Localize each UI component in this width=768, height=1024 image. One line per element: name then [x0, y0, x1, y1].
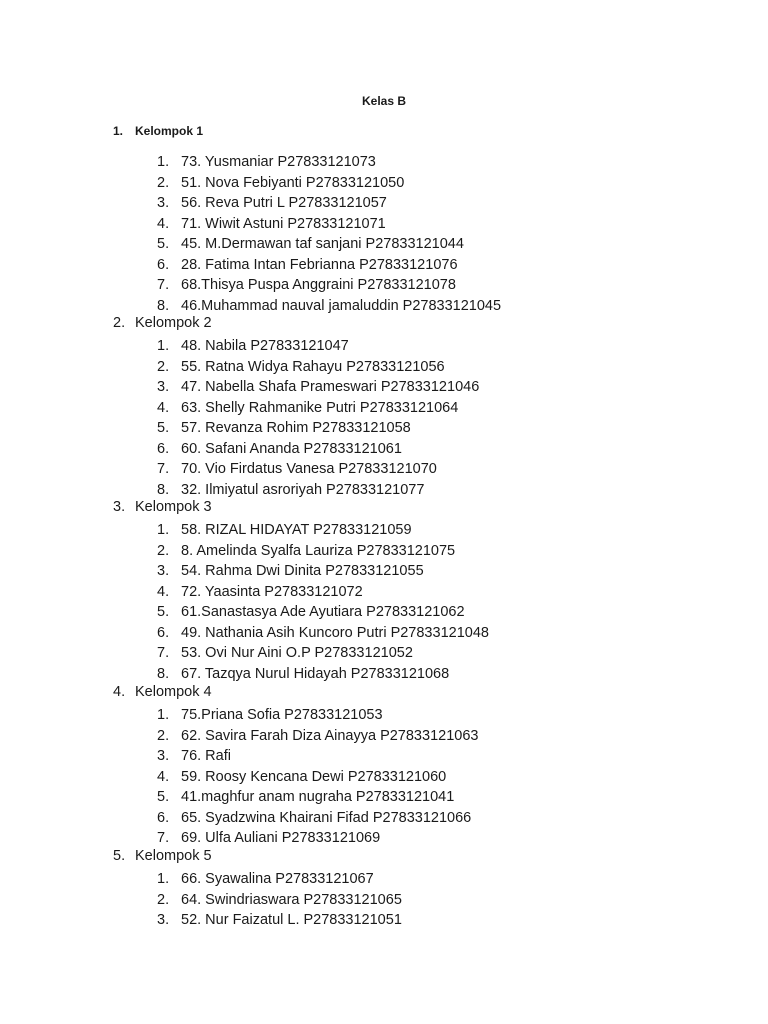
member-number: 1.	[157, 338, 170, 354]
list-item	[157, 357, 445, 378]
list-item	[157, 152, 376, 173]
member-number: 2.	[157, 542, 170, 559]
member-number: 5.	[157, 236, 170, 252]
member-text: 66. Syawalina P27833121067	[181, 871, 374, 887]
group-number: 5.	[113, 848, 126, 864]
member-number: 1.	[157, 871, 170, 887]
member-text: 51. Nova Febiyanti P27833121050	[181, 174, 405, 191]
member-text: 65. Syadzwina Khairani Fifad P27833121066	[181, 809, 472, 826]
member-text: 57. Revanza Rohim P27833121058	[181, 420, 411, 436]
group-number: 2.	[113, 315, 126, 331]
member-text: 60. Safani Ananda P27833121061	[181, 440, 402, 457]
list-item	[157, 582, 363, 603]
list-item	[157, 377, 479, 398]
list-item	[157, 808, 471, 829]
member-text: 68.Thisya Puspa Anggraini P27833121078	[181, 277, 456, 293]
member-number: 3.	[157, 912, 170, 928]
list-item	[157, 561, 424, 582]
member-number: 1.	[157, 707, 170, 723]
member-number: 5.	[157, 604, 170, 620]
member-text: 45. M.Dermawan taf sanjani P27833121044	[181, 236, 464, 252]
member-number: 6.	[157, 440, 170, 457]
member-text: 48. Nabila P27833121047	[181, 338, 349, 354]
member-text: 55. Ratna Widya Rahayu P27833121056	[181, 358, 445, 375]
list-item	[157, 296, 501, 317]
member-number: 3.	[157, 563, 170, 579]
member-number: 4.	[157, 583, 170, 600]
list-item	[157, 214, 386, 235]
member-number: 7.	[157, 830, 170, 846]
member-number: 5.	[157, 420, 170, 436]
member-number: 8.	[157, 481, 170, 498]
member-number: 7.	[157, 645, 170, 661]
member-text: 72. Yaasinta P27833121072	[181, 583, 363, 600]
list-item	[157, 275, 456, 296]
list-item	[157, 623, 489, 644]
member-number: 8.	[157, 665, 170, 682]
member-number: 1.	[157, 154, 170, 170]
member-number: 2.	[157, 891, 170, 908]
member-text: 67. Tazqya Nurul Hidayah P27833121068	[181, 665, 450, 682]
member-number: 6.	[157, 256, 170, 273]
list-item	[157, 418, 411, 439]
group-name: Kelompok 5	[135, 848, 212, 864]
list-item	[157, 787, 454, 808]
member-text: 56. Reva Putri L P27833121057	[181, 195, 387, 211]
group-name: Kelompok 2	[135, 315, 212, 331]
list-item	[157, 767, 446, 788]
member-number: 1.	[157, 522, 170, 538]
list-item	[157, 746, 231, 767]
group-name: Kelompok 1	[135, 124, 204, 138]
member-number: 6.	[157, 624, 170, 641]
list-item	[157, 890, 402, 911]
member-text: 61.Sanastasya Ade Ayutiara P27833121062	[181, 604, 465, 620]
member-text: 71. Wiwit Astuni P27833121071	[181, 215, 386, 232]
member-text: 49. Nathania Asih Kuncoro Putri P27833121048	[181, 624, 489, 641]
member-number: 6.	[157, 809, 170, 826]
list-item	[157, 439, 402, 460]
member-text: 46.Muhammad nauval jamaluddin P27833121045	[181, 297, 502, 314]
member-number: 3.	[157, 195, 170, 211]
member-text: 8. Amelinda Syalfa Lauriza P27833121075	[181, 542, 456, 559]
group-heading	[113, 848, 212, 864]
member-text: 59. Roosy Kencana Dewi P27833121060	[181, 768, 447, 785]
member-text: 63. Shelly Rahmanike Putri P27833121064	[181, 399, 459, 416]
list-item	[157, 643, 413, 664]
list-item	[157, 520, 412, 541]
list-item	[157, 726, 478, 747]
list-item	[157, 336, 349, 357]
member-text: 47. Nabella Shafa Prameswari P27833121046	[181, 379, 480, 395]
member-number: 4.	[157, 215, 170, 232]
member-text: 73. Yusmaniar P27833121073	[181, 154, 376, 170]
member-number: 3.	[157, 748, 170, 764]
member-text: 28. Fatima Intan Febrianna P27833121076	[181, 256, 458, 273]
list-item	[157, 541, 455, 562]
group-heading	[113, 499, 212, 515]
member-number: 2.	[157, 727, 170, 744]
member-text: 54. Rahma Dwi Dinita P27833121055	[181, 563, 424, 579]
member-number: 5.	[157, 789, 170, 805]
group-name: Kelompok 3	[135, 499, 212, 515]
list-item	[157, 910, 402, 931]
list-item	[157, 869, 374, 890]
list-item	[157, 173, 404, 194]
member-text: 69. Ulfa Auliani P27833121069	[181, 830, 381, 846]
member-number: 4.	[157, 399, 170, 416]
member-number: 3.	[157, 379, 170, 395]
member-text: 41.maghfur anam nugraha P27833121041	[181, 789, 455, 805]
group-number: 4.	[113, 684, 126, 700]
list-item	[157, 664, 449, 685]
member-text: 64. Swindriaswara P27833121065	[181, 891, 402, 908]
list-item	[157, 234, 464, 255]
group-heading	[113, 315, 212, 331]
list-item	[157, 705, 383, 726]
member-number: 4.	[157, 768, 170, 785]
document-title: Kelas B	[361, 94, 407, 108]
member-text: 76. Rafi	[181, 748, 231, 764]
group-heading	[113, 684, 212, 700]
member-text: 75.Priana Sofia P27833121053	[181, 707, 383, 723]
member-number: 8.	[157, 297, 170, 314]
member-text: 62. Savira Farah Diza Ainayya P27833121063	[181, 727, 479, 744]
member-number: 2.	[157, 174, 170, 191]
member-number: 7.	[157, 277, 170, 293]
member-text: 70. Vio Firdatus Vanesa P27833121070	[181, 461, 437, 477]
list-item	[157, 602, 465, 623]
list-item	[157, 398, 458, 419]
group-number: 3.	[113, 499, 126, 515]
list-item	[157, 459, 437, 480]
list-item	[157, 255, 458, 276]
member-text: 58. RIZAL HIDAYAT P27833121059	[181, 522, 412, 538]
group-heading	[113, 124, 203, 138]
member-text: 52. Nur Faizatul L. P27833121051	[181, 912, 402, 928]
member-text: 32. Ilmiyatul asroriyah P27833121077	[181, 481, 425, 498]
group-name: Kelompok 4	[135, 684, 212, 700]
member-number: 7.	[157, 461, 170, 477]
member-number: 2.	[157, 358, 170, 375]
group-number: 1.	[113, 124, 124, 138]
list-item	[157, 193, 387, 214]
list-item	[157, 480, 424, 501]
list-item	[157, 828, 380, 849]
member-text: 53. Ovi Nur Aini O.P P27833121052	[181, 645, 413, 661]
